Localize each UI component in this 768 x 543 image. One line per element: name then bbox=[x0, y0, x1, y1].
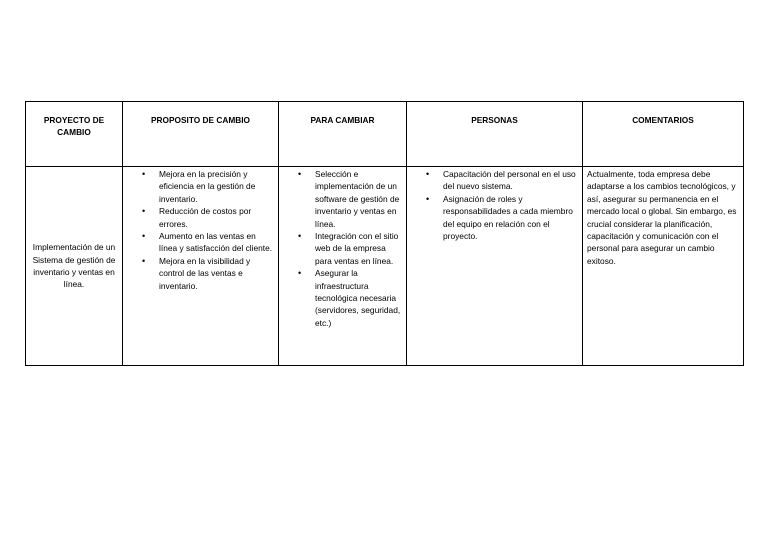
list-item: • Asignación de roles y responsabilidades a cada miembro del equipo en relación con el proyecto. bbox=[443, 193, 578, 243]
list-item: • Mejora en la precisión y eficiencia en la gestión de inventario. bbox=[159, 168, 274, 205]
table-row bbox=[26, 167, 744, 366]
header-comments: COMENTARIOS bbox=[583, 102, 744, 167]
people-cell bbox=[407, 167, 583, 366]
header-purpose: PROPOSITO DE CAMBIO bbox=[123, 102, 279, 167]
list-item: • Integración con el sitio web de la empresa para ventas en línea. bbox=[315, 230, 402, 267]
list-item: • Capacitación del personal en el uso del nuevo sistema. bbox=[443, 168, 578, 193]
list-item: • Mejora en la visibilidad y control de las ventas e inventario. bbox=[159, 255, 274, 292]
comments-cell: Actualmente, toda empresa debe adaptarse a los cambios tecnológicos, y así, asegurar su permanencia en el mercado local o global. Sin embargo, es crucial considerar la planificación, capacitación y comunicación con el personal para asegurar un cambio exitoso. bbox=[583, 167, 744, 366]
header-to-change: PARA CAMBIAR bbox=[279, 102, 407, 167]
header-project: PROYECTO DE CAMBIO bbox=[26, 102, 123, 167]
change-project-table bbox=[25, 101, 744, 366]
list-item: • Asegurar la infraestructura tecnológica necesaria (servidores, seguridad, etc.) bbox=[315, 267, 402, 329]
purpose-cell bbox=[123, 167, 279, 366]
purpose-list bbox=[123, 168, 274, 292]
to-change-list bbox=[279, 168, 402, 329]
to-change-cell bbox=[279, 167, 407, 366]
project-cell: Implementación de un Sistema de gestión de inventario y ventas en línea. bbox=[26, 167, 123, 366]
list-item: • Aumento en las ventas en línea y satisfacción del cliente. bbox=[159, 230, 274, 255]
list-item: • Selección e implementación de un software de gestión de inventario y ventas en línea. bbox=[315, 168, 402, 230]
list-item: • Reducción de costos por errores. bbox=[159, 205, 274, 230]
people-list bbox=[407, 168, 578, 242]
table-header-row bbox=[26, 102, 744, 167]
header-people: PERSONAS bbox=[407, 102, 583, 167]
